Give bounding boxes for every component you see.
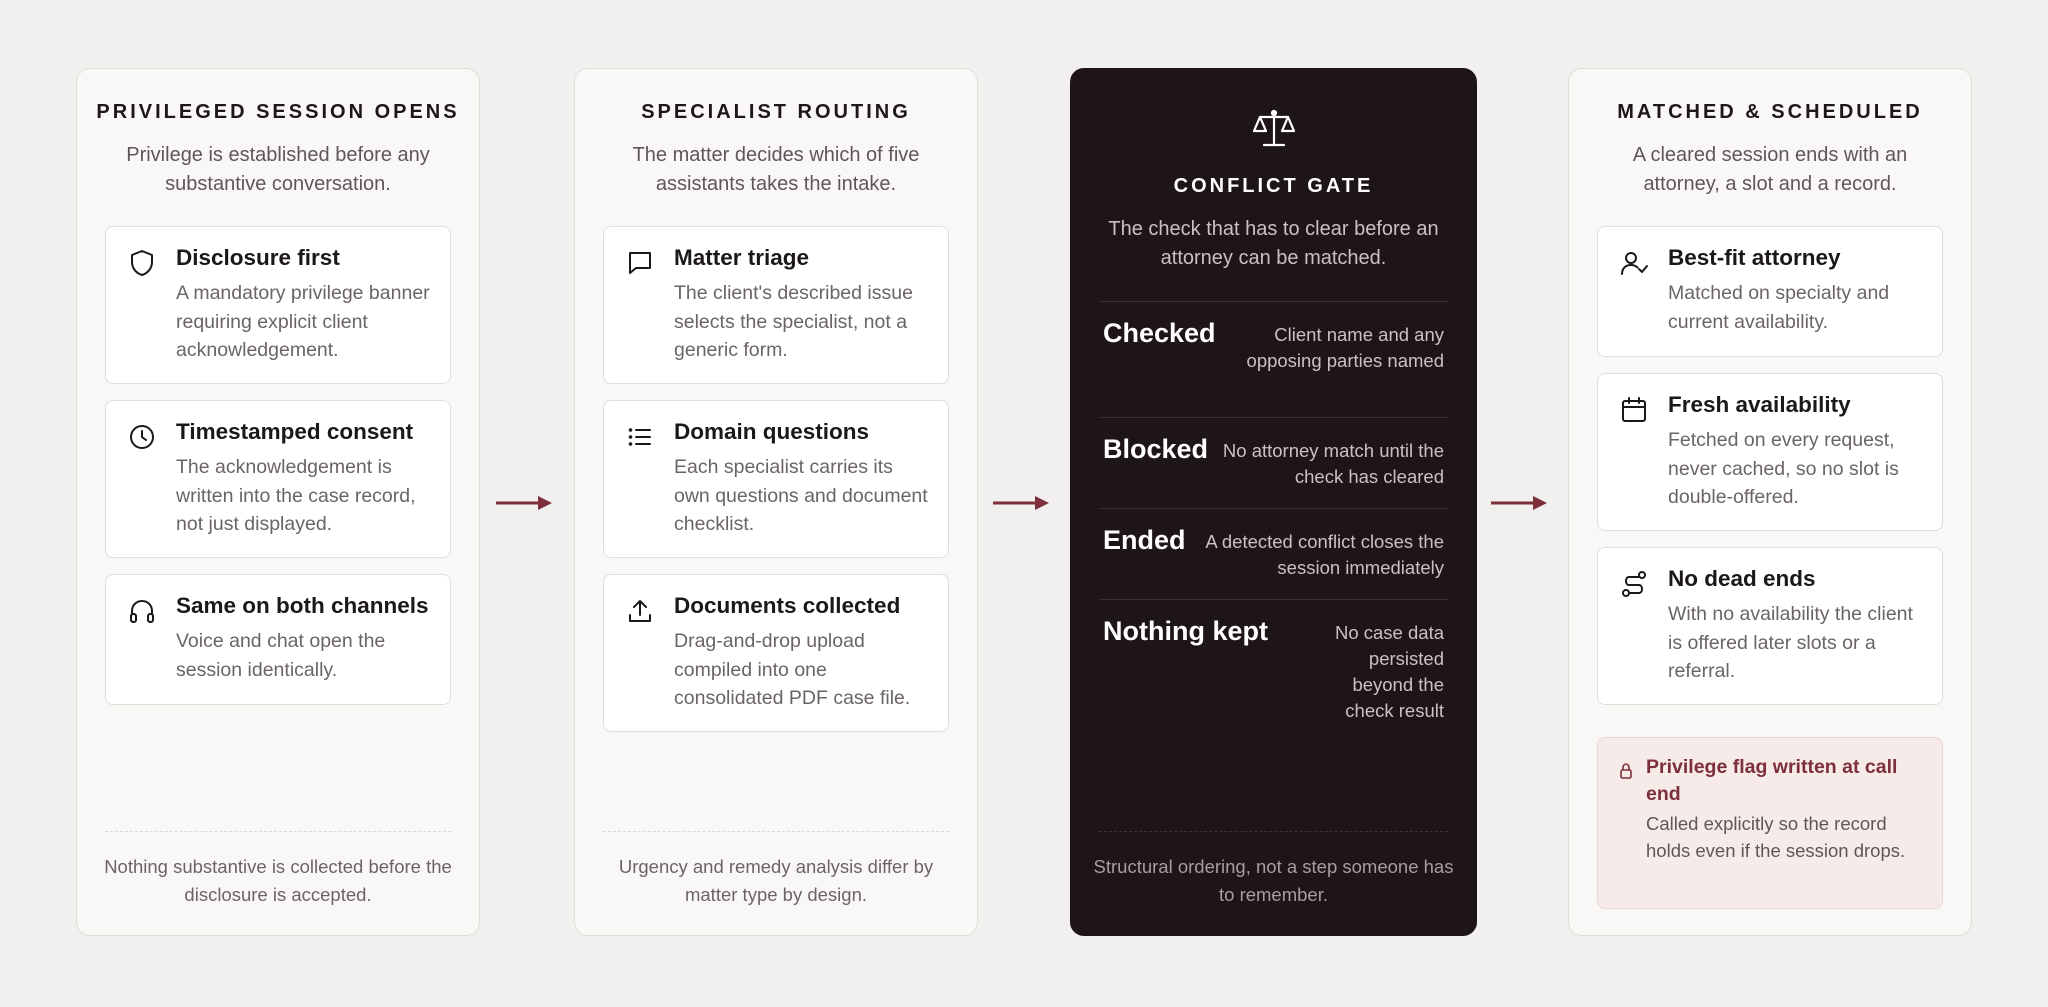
card-title: Matter triage xyxy=(674,245,810,270)
flow-arrow-icon xyxy=(494,492,556,514)
card-title: Same on both channels xyxy=(176,593,429,618)
card-title: Fresh availability xyxy=(1668,392,1851,417)
flag-body: Called explicitly so the record holds even if the session drops. xyxy=(1646,813,1906,861)
card-body: Drag-and-drop upload compiled into one consolidated PDF case file. xyxy=(674,630,911,709)
card-title: Best-fit attorney xyxy=(1668,245,1841,270)
gate-row-desc: A detected conflict closes the session immediately xyxy=(1205,531,1444,578)
card-title: Disclosure first xyxy=(176,245,340,270)
card-body: With no availability the client is offered later slots or a referral. xyxy=(1668,603,1913,682)
column-footer: Nothing substantive is collected before the disclosure is accepted. xyxy=(104,856,452,905)
card-body: The client's described issue selects the specialist, not a generic form. xyxy=(674,282,913,361)
divider xyxy=(105,831,451,832)
column-subtitle: The matter decides which of five assistants takes the intake. xyxy=(632,144,920,195)
flow-arrow-icon xyxy=(991,492,1053,514)
card-timestamped-consent xyxy=(105,400,451,558)
card-title: No dead ends xyxy=(1668,566,1816,591)
column-privileged-session xyxy=(76,68,480,936)
privilege-flag-callout xyxy=(1597,737,1943,909)
gate-row-label: Blocked xyxy=(1103,434,1209,464)
card-documents-collected xyxy=(603,574,949,732)
column-subtitle: Privilege is established before any substantive conversation. xyxy=(126,144,430,195)
card-body: A mandatory privilege banner requiring explicit client acknowledgement. xyxy=(176,282,430,361)
column-subtitle: A cleared session ends with an attorney, a slot and a record. xyxy=(1632,144,1908,195)
calendar-icon xyxy=(1618,394,1650,426)
card-fresh-availability xyxy=(1597,373,1943,531)
card-body: Fetched on every request, never cached, so no slot is double-offered. xyxy=(1668,429,1899,508)
card-title: Documents collected xyxy=(674,593,901,618)
card-disclosure-first xyxy=(105,226,451,384)
card-same-on-both-channels xyxy=(105,574,451,705)
gate-row-desc: No attorney match until the check has cleared xyxy=(1222,440,1444,487)
gate-row-label: Nothing kept xyxy=(1103,616,1268,646)
card-domain-questions xyxy=(603,400,949,558)
gate-row-nothing-kept xyxy=(1099,599,1448,739)
divider xyxy=(1099,831,1448,832)
card-body: The acknowledgement is written into the case record, not just displayed. xyxy=(176,456,416,535)
flag-title: Privilege flag written at call end xyxy=(1646,756,1898,805)
column-title: MATCHED & SCHEDULED xyxy=(1617,101,1923,123)
card-matter-triage xyxy=(603,226,949,384)
upload-icon xyxy=(624,595,656,627)
card-body: Voice and chat open the session identically. xyxy=(176,630,386,681)
column-subtitle: The check that has to clear before an attorney can be matched. xyxy=(1108,218,1439,269)
headphones-icon xyxy=(126,595,158,627)
column-conflict-gate xyxy=(1070,68,1477,936)
divider xyxy=(603,831,949,832)
lock-icon xyxy=(1618,762,1634,780)
column-footer: Urgency and remedy analysis differ by matter type by design. xyxy=(618,856,934,905)
scales-icon xyxy=(1071,105,1476,158)
column-title: SPECIALIST ROUTING xyxy=(641,101,911,123)
shield-icon xyxy=(126,247,158,279)
clock-icon xyxy=(126,421,158,453)
gate-row-label: Ended xyxy=(1103,525,1186,555)
gate-row-desc: No case data persisted beyond the check result xyxy=(1334,622,1444,721)
column-footer: Structural ordering, not a step someone has to remember. xyxy=(1093,856,1454,905)
card-body: Matched on specialty and current availability. xyxy=(1668,282,1890,333)
card-body: Each specialist carries its own questions and document checklist. xyxy=(674,456,928,535)
gate-row-label: Checked xyxy=(1103,318,1216,348)
route-icon xyxy=(1618,568,1650,600)
list-icon xyxy=(624,421,656,453)
card-title: Domain questions xyxy=(674,419,870,444)
column-title: CONFLICT GATE xyxy=(1173,175,1374,197)
column-specialist-routing xyxy=(574,68,978,936)
column-title: PRIVILEGED SESSION OPENS xyxy=(96,101,460,123)
user-check-icon xyxy=(1618,247,1650,279)
gate-row-blocked xyxy=(1099,417,1448,508)
flow-arrow-icon xyxy=(1489,492,1551,514)
gate-row-ended xyxy=(1099,508,1448,599)
card-title: Timestamped consent xyxy=(176,419,414,444)
card-no-dead-ends xyxy=(1597,547,1943,705)
chat-bubble-icon xyxy=(624,247,656,279)
gate-row-checked xyxy=(1099,301,1448,417)
column-matched-scheduled xyxy=(1568,68,1972,936)
gate-row-desc: Client name and any opposing parties named xyxy=(1246,324,1444,371)
card-best-fit-attorney xyxy=(1597,226,1943,357)
